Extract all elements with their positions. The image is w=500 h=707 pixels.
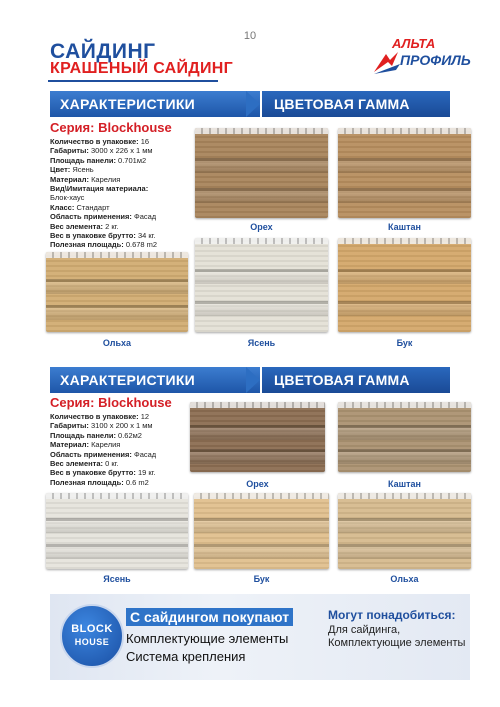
panel-lock-strip bbox=[194, 493, 329, 499]
spec-label: Область применения: bbox=[50, 449, 132, 459]
spec-value: Фасад bbox=[131, 449, 157, 459]
swatch-label-buk: Бук bbox=[253, 574, 270, 584]
blockhouse-badge bbox=[60, 604, 124, 668]
brand-logo bbox=[372, 36, 482, 76]
spec-value: Карелия bbox=[88, 440, 121, 450]
spec-label: Площадь панели: bbox=[50, 155, 116, 165]
spec-value: 34 кг. bbox=[135, 231, 156, 241]
section-1-specs bbox=[50, 120, 190, 250]
logo-swoosh-icon bbox=[372, 50, 402, 76]
header-arrow bbox=[246, 91, 260, 117]
spec-label: Вес элемента: bbox=[50, 221, 104, 231]
swatch-kashtan[interactable] bbox=[338, 402, 471, 472]
spec-label: Материал: bbox=[50, 440, 89, 450]
panel-lock-strip bbox=[195, 238, 328, 244]
panel-shade bbox=[46, 308, 188, 320]
spec-line bbox=[50, 468, 190, 477]
spec-label: Область применения: bbox=[50, 212, 132, 222]
swatch-buk[interactable] bbox=[194, 493, 329, 569]
buy-with-item-fastening[interactable]: Система крепления bbox=[126, 649, 246, 664]
buy-with-title: С сайдингом покупают bbox=[126, 608, 293, 626]
panel-shade bbox=[338, 452, 471, 464]
spec-value: 19 кг. bbox=[135, 468, 156, 478]
panel-shade bbox=[194, 547, 329, 559]
spec-line bbox=[50, 165, 190, 174]
panel-lock-strip bbox=[46, 252, 188, 258]
spec-line bbox=[50, 146, 190, 155]
spec-label: Материал: bbox=[50, 174, 89, 184]
swatch-yasen[interactable] bbox=[46, 493, 188, 569]
section-2-spec-list bbox=[50, 412, 190, 487]
spec-label: Количество в упаковке: bbox=[50, 137, 139, 146]
spec-line bbox=[50, 184, 190, 193]
panel-shade bbox=[46, 547, 188, 559]
spec-value: Фасад bbox=[131, 212, 157, 222]
spec-label: Вес элемента: bbox=[50, 459, 104, 469]
spec-value: Карелия bbox=[88, 174, 121, 184]
panel-lock-strip bbox=[338, 238, 471, 244]
spec-line bbox=[50, 459, 190, 468]
spec-label: Вид\Имитация материала: bbox=[50, 184, 149, 194]
swatch-label-yasen: Ясень bbox=[247, 338, 276, 348]
may-need-title: Могут понадобиться: bbox=[328, 608, 456, 622]
spec-label: Габариты: bbox=[50, 421, 89, 431]
section-2-characteristics-header: ХАРАКТЕРИСТИКИ bbox=[50, 367, 260, 393]
related-products-banner bbox=[50, 594, 470, 680]
spec-label: Цвет: bbox=[50, 165, 71, 175]
page-title: САЙДИНГ bbox=[50, 40, 156, 63]
section-1-characteristics-header: ХАРАКТЕРИСТИКИ bbox=[50, 91, 260, 117]
badge-line-2: HOUSE bbox=[74, 637, 110, 647]
swatch-olha[interactable] bbox=[46, 252, 188, 332]
section-2-specs bbox=[50, 395, 190, 487]
panel-shade bbox=[195, 272, 328, 284]
spec-value: Ясень bbox=[70, 165, 94, 175]
swatch-label-buk: Бук bbox=[396, 338, 413, 348]
spec-line bbox=[50, 156, 190, 165]
panel-shade bbox=[338, 304, 471, 316]
spec-label: Класс: bbox=[50, 202, 75, 212]
section-1-series-title: Серия: Blockhouse bbox=[50, 120, 172, 135]
section-1-spec-list bbox=[50, 137, 190, 250]
spec-value: 3000 х 226 х 1 мм bbox=[88, 146, 153, 156]
swatch-oreh[interactable] bbox=[190, 402, 325, 472]
spec-value: 12 bbox=[138, 412, 150, 421]
panel-lock-strip bbox=[195, 128, 328, 134]
spec-line bbox=[50, 175, 190, 184]
header-arrow bbox=[246, 367, 260, 393]
title-underline bbox=[48, 80, 218, 82]
spec-line bbox=[50, 212, 190, 221]
panel-shade bbox=[195, 191, 328, 203]
logo-text-bottom: ПРОФИЛЬ bbox=[400, 52, 471, 68]
spec-label: Вес в упаковке брутто: bbox=[50, 468, 136, 478]
spec-line bbox=[50, 450, 190, 459]
spec-value: 0 кг. bbox=[103, 459, 119, 469]
panel-lock-strip bbox=[338, 402, 471, 408]
spec-label: Габариты: bbox=[50, 146, 89, 156]
spec-label: Количество в упаковке: bbox=[50, 412, 139, 421]
swatch-olha[interactable] bbox=[338, 493, 471, 569]
panel-shade bbox=[338, 521, 471, 533]
panel-lock-strip bbox=[46, 493, 188, 499]
swatch-label-kashtan: Каштан bbox=[388, 479, 421, 489]
spec-value: 0.6 m2 bbox=[123, 477, 149, 487]
spec-label: Вес в упаковке брутто: bbox=[50, 231, 136, 241]
badge-line-1: BLOCK bbox=[71, 623, 113, 635]
spec-line bbox=[50, 412, 190, 421]
spec-label: Площадь панели: bbox=[50, 430, 116, 440]
panel-shade bbox=[338, 272, 471, 284]
panel-lock-strip bbox=[190, 402, 325, 408]
may-need-text[interactable]: Для сайдинга, Комплектующие элементы bbox=[328, 624, 466, 649]
swatch-label-olha: Ольха bbox=[390, 574, 419, 584]
spec-line bbox=[50, 137, 190, 146]
buy-with-item-accessories[interactable]: Комплектующие элементы bbox=[126, 631, 289, 646]
spec-line bbox=[50, 240, 190, 249]
section-2-colors-header: ЦВЕТОВАЯ ГАММА bbox=[262, 367, 450, 393]
panel-shade bbox=[195, 161, 328, 173]
spec-line bbox=[50, 440, 190, 449]
page-number: 10 bbox=[243, 30, 257, 42]
panel-shade bbox=[338, 161, 471, 173]
spec-value: 0.678 m2 bbox=[123, 240, 158, 250]
panel-shade bbox=[194, 521, 329, 533]
panel-shade bbox=[46, 282, 188, 294]
spec-line bbox=[50, 231, 190, 240]
panel-shade bbox=[190, 452, 325, 464]
panel-shade bbox=[338, 428, 471, 440]
section-1-header bbox=[50, 91, 450, 117]
spec-value: Стандарт bbox=[74, 202, 110, 212]
logo-text-top: АЛЬТА bbox=[392, 36, 436, 51]
spec-label: Полезная площадь: bbox=[50, 240, 124, 250]
panel-shade bbox=[195, 304, 328, 316]
section-2-series-title: Серия: Blockhouse bbox=[50, 395, 172, 410]
swatch-yasen[interactable] bbox=[195, 238, 328, 332]
spec-line bbox=[50, 421, 190, 430]
swatch-label-yasen: Ясень bbox=[103, 574, 131, 584]
spec-label: Полезная площадь: bbox=[50, 477, 124, 487]
panel-shade bbox=[338, 547, 471, 559]
spec-value: Блок-хаус bbox=[50, 193, 85, 203]
spec-value: 16 bbox=[138, 137, 150, 146]
spec-line bbox=[50, 431, 190, 440]
spec-value: 0.701м2 bbox=[115, 155, 147, 165]
swatch-label-oreh: Орех bbox=[250, 222, 273, 232]
swatch-kashtan[interactable] bbox=[338, 128, 471, 218]
page-subtitle: КРАШЕНЫЙ САЙДИНГ bbox=[50, 60, 234, 77]
spec-line bbox=[50, 193, 190, 202]
swatch-label-kashtan: Каштан bbox=[388, 222, 421, 232]
spec-value: 2 кг. bbox=[103, 221, 119, 231]
section-1-colors-header: ЦВЕТОВАЯ ГАММА bbox=[262, 91, 450, 117]
spec-value: 3100 х 200 х 1 мм bbox=[88, 421, 153, 431]
swatch-oreh[interactable] bbox=[195, 128, 328, 218]
swatch-buk[interactable] bbox=[338, 238, 471, 332]
spec-line bbox=[50, 222, 190, 231]
section-2-header bbox=[50, 367, 450, 393]
panel-shade bbox=[338, 191, 471, 203]
panel-lock-strip bbox=[338, 493, 471, 499]
spec-value: 0.62м2 bbox=[115, 430, 142, 440]
panel-lock-strip bbox=[338, 128, 471, 134]
panel-shade bbox=[46, 521, 188, 533]
spec-line bbox=[50, 478, 190, 487]
spec-line bbox=[50, 203, 190, 212]
panel-shade bbox=[190, 428, 325, 440]
swatch-label-oreh: Орех bbox=[246, 479, 269, 489]
swatch-label-olha: Ольха bbox=[102, 338, 132, 348]
